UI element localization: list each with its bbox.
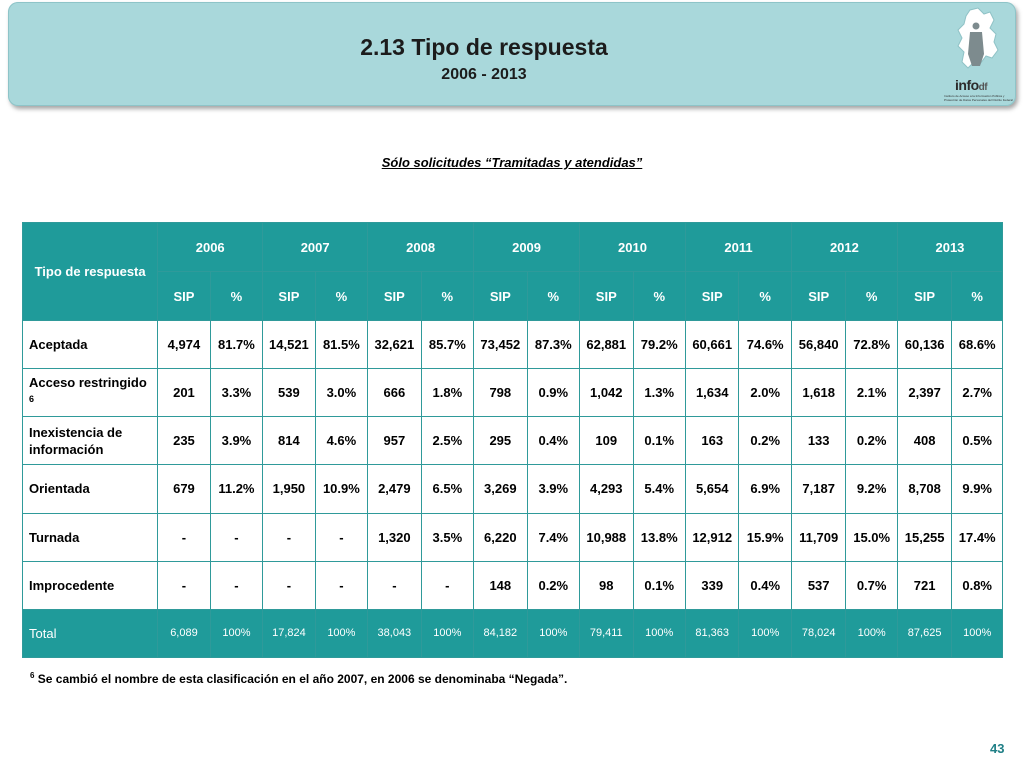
table-cell: 12,912 (685, 513, 738, 561)
total-cell: 100% (210, 609, 262, 657)
sub-header-cell: SIP (474, 272, 527, 321)
table-cell: 0.4% (527, 417, 579, 465)
row-label (23, 513, 158, 561)
year-header: 2007 (263, 223, 368, 272)
year-header: 2010 (580, 223, 686, 272)
table-cell: 798 (474, 369, 527, 417)
table-cell: - (315, 561, 367, 609)
table-cell: 3.0% (315, 369, 367, 417)
sub-header-cell: % (315, 272, 367, 321)
table-cell: 408 (897, 417, 951, 465)
footnote-ref: 6 (29, 394, 35, 405)
table-cell: 7.4% (527, 513, 579, 561)
sub-header-cell: % (633, 272, 685, 321)
year-header: 2006 (158, 223, 263, 272)
table-cell: - (315, 513, 367, 561)
table-cell: 32,621 (368, 321, 421, 369)
year-header: 2013 (897, 223, 1002, 272)
table-cell: 10.9% (315, 465, 367, 513)
sub-header-cell: SIP (158, 272, 210, 321)
table-cell: - (263, 561, 315, 609)
sub-header-cell: % (739, 272, 791, 321)
table-cell: 98 (580, 561, 633, 609)
table-cell: 3,269 (474, 465, 527, 513)
table-cell: 666 (368, 369, 421, 417)
table-cell: 814 (263, 417, 315, 465)
table-cell: 0.2% (846, 417, 897, 465)
total-cell: 100% (315, 609, 367, 657)
row-label-text: Aceptada (29, 337, 88, 353)
total-label: Total (23, 609, 158, 657)
total-cell: 100% (527, 609, 579, 657)
table-cell: 56,840 (791, 321, 845, 369)
table-cell: 0.9% (527, 369, 579, 417)
total-cell: 87,625 (897, 609, 951, 657)
row-label-text: Turnada (29, 529, 80, 545)
row-header-cell: Tipo de respuesta (23, 223, 158, 321)
table-row (23, 369, 1003, 417)
table-cell: 0.1% (633, 417, 685, 465)
table-cell: - (210, 561, 262, 609)
table-cell: 2,479 (368, 465, 421, 513)
table-row (23, 561, 1003, 609)
table-cell: 11,709 (791, 513, 845, 561)
table-cell: 13.8% (633, 513, 685, 561)
table-cell: 8,708 (897, 465, 951, 513)
sub-header-cell: SIP (897, 272, 951, 321)
table-cell: 5,654 (685, 465, 738, 513)
table-cell: - (158, 513, 210, 561)
table-cell: 15.9% (739, 513, 791, 561)
table-cell: 3.5% (421, 513, 473, 561)
total-cell: 81,363 (685, 609, 738, 657)
table-cell: 3.9% (527, 465, 579, 513)
table-cell: 4,293 (580, 465, 633, 513)
infodf-logo (940, 6, 1016, 102)
footnote-text: Se cambió el nombre de esta clasificación en el año 2007, en 2006 se denominaba “Negada”. (34, 672, 568, 686)
sub-header-cell: % (421, 272, 473, 321)
row-label-text: Inexistencia de información (29, 424, 123, 457)
row-label (23, 561, 158, 609)
sub-header-cell: SIP (580, 272, 633, 321)
table-cell: 201 (158, 369, 210, 417)
table-cell: 6.9% (739, 465, 791, 513)
table-cell: 235 (158, 417, 210, 465)
sub-header-cell: SIP (685, 272, 738, 321)
total-cell: 100% (633, 609, 685, 657)
table-cell: 163 (685, 417, 738, 465)
total-cell: 100% (846, 609, 897, 657)
table-cell: 9.9% (952, 465, 1003, 513)
table-cell: 3.3% (210, 369, 262, 417)
logo-caption: Instituto de Acceso a la Información Pública y Protección de Datos Personales del Distrito Federal (944, 94, 1013, 102)
table-cell: 85.7% (421, 321, 473, 369)
sub-header-cell: % (846, 272, 897, 321)
slide-subtitle: 2006 - 2013 (441, 66, 527, 83)
page-number: 43 (990, 741, 1005, 756)
table-cell: 2.7% (952, 369, 1003, 417)
table-cell: - (210, 513, 262, 561)
table-cell: 295 (474, 417, 527, 465)
table-cell: 0.2% (739, 417, 791, 465)
sub-header-cell: % (210, 272, 262, 321)
sub-header-cell: % (527, 272, 579, 321)
row-label-text: Orientada (29, 481, 90, 497)
table-cell: 17.4% (952, 513, 1003, 561)
table-cell: 537 (791, 561, 845, 609)
table-cell: 0.7% (846, 561, 897, 609)
table-cell: 1,618 (791, 369, 845, 417)
table-cell: - (263, 513, 315, 561)
row-label-text: Improcedente (29, 577, 115, 593)
table-cell: - (368, 561, 421, 609)
table-cell: 60,661 (685, 321, 738, 369)
row-label (23, 369, 158, 417)
row-label (23, 417, 158, 465)
sub-header-cell: % (952, 272, 1003, 321)
table-cell: 15.0% (846, 513, 897, 561)
table-cell: 68.6% (952, 321, 1003, 369)
table-cell: 81.7% (210, 321, 262, 369)
total-cell: 78,024 (791, 609, 845, 657)
table-cell: 1,950 (263, 465, 315, 513)
table-cell: 2.1% (846, 369, 897, 417)
table-cell: 539 (263, 369, 315, 417)
table-cell: 957 (368, 417, 421, 465)
table-cell: 0.2% (527, 561, 579, 609)
table-cell: 15,255 (897, 513, 951, 561)
table-cell: 1.8% (421, 369, 473, 417)
table-cell: 2.5% (421, 417, 473, 465)
footnote-marker: 6 (30, 671, 35, 680)
sub-header-cell: SIP (791, 272, 845, 321)
table-row (23, 513, 1003, 561)
year-header: 2011 (685, 223, 791, 272)
table-cell: 7,187 (791, 465, 845, 513)
total-row (23, 609, 1003, 657)
table-cell: 4,974 (158, 321, 210, 369)
table-cell: 0.8% (952, 561, 1003, 609)
year-header: 2012 (791, 223, 897, 272)
table-row (23, 465, 1003, 513)
table-cell: 62,881 (580, 321, 633, 369)
total-cell: 84,182 (474, 609, 527, 657)
table-cell: 81.5% (315, 321, 367, 369)
table-cell: 5.4% (633, 465, 685, 513)
year-header: 2009 (474, 223, 580, 272)
footnote (30, 671, 567, 686)
table-caption: Sólo solicitudes “Tramitadas y atendidas” (381, 155, 643, 170)
table-cell: 2,397 (897, 369, 951, 417)
table-cell: 0.1% (633, 561, 685, 609)
row-label-text: Acceso restringido (29, 375, 147, 391)
table-cell: 6.5% (421, 465, 473, 513)
table-cell: 60,136 (897, 321, 951, 369)
response-type-table (22, 222, 1003, 658)
slide-title: 2.13 Tipo de respuesta (360, 34, 608, 60)
table-cell: 73,452 (474, 321, 527, 369)
total-cell: 38,043 (368, 609, 421, 657)
total-cell: 17,824 (263, 609, 315, 657)
table-cell: 1.3% (633, 369, 685, 417)
table-row (23, 321, 1003, 369)
row-label (23, 321, 158, 369)
table-cell: 11.2% (210, 465, 262, 513)
sub-header-cell: SIP (368, 272, 421, 321)
table-cell: 339 (685, 561, 738, 609)
total-cell: 100% (739, 609, 791, 657)
row-label (23, 465, 158, 513)
table-cell: 1,320 (368, 513, 421, 561)
table-cell: - (158, 561, 210, 609)
table-cell: 679 (158, 465, 210, 513)
total-cell: 6,089 (158, 609, 210, 657)
table-row (23, 417, 1003, 465)
table-cell: 9.2% (846, 465, 897, 513)
table-cell: 148 (474, 561, 527, 609)
table-cell: 0.4% (739, 561, 791, 609)
table-cell: 109 (580, 417, 633, 465)
table-cell: 87.3% (527, 321, 579, 369)
table-cell: 2.0% (739, 369, 791, 417)
table-cell: 14,521 (263, 321, 315, 369)
table-cell: - (421, 561, 473, 609)
table-cell: 6,220 (474, 513, 527, 561)
table-cell: 74.6% (739, 321, 791, 369)
table-cell: 1,042 (580, 369, 633, 417)
table-cell: 133 (791, 417, 845, 465)
logo-wordmark: infodf (955, 77, 988, 93)
total-cell: 100% (421, 609, 473, 657)
table-cell: 79.2% (633, 321, 685, 369)
table-cell: 1,634 (685, 369, 738, 417)
table-cell: 4.6% (315, 417, 367, 465)
header-banner (8, 2, 1016, 106)
table-cell: 10,988 (580, 513, 633, 561)
table-cell: 72.8% (846, 321, 897, 369)
table-cell: 3.9% (210, 417, 262, 465)
table-cell: 721 (897, 561, 951, 609)
year-header: 2008 (368, 223, 474, 272)
table-cell: 0.5% (952, 417, 1003, 465)
sub-header-cell: SIP (263, 272, 315, 321)
total-cell: 79,411 (580, 609, 633, 657)
total-cell: 100% (952, 609, 1003, 657)
mexico-city-map-icon (940, 6, 1016, 78)
